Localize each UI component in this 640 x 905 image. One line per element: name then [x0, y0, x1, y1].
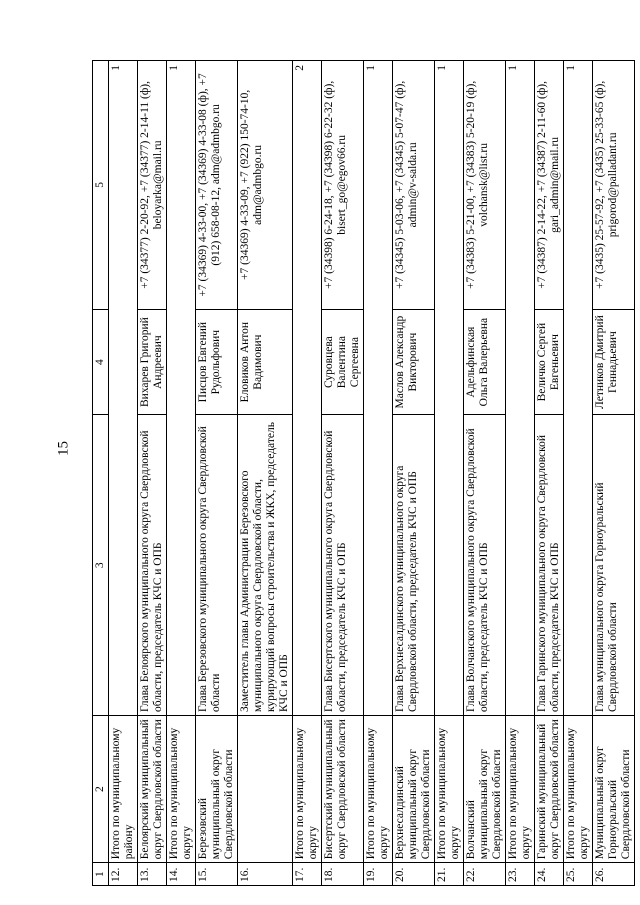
total-quantity: 2: [293, 61, 322, 716]
table-row: [393, 61, 435, 886]
position-cell: Заместитель главы Администрации Березовского муниципального округа Свердловской области, курирующий вопросы строительства и ЖКХ, председатель КЧС и ОПБ: [238, 415, 293, 716]
total-row: [435, 61, 464, 886]
official-name-cell: Вихарев Григорий Андреевич: [138, 309, 167, 415]
header-row: [93, 61, 109, 886]
official-name-cell: Адельфинская Ольга Валерьевна: [464, 309, 506, 415]
total-quantity: 1: [167, 61, 196, 716]
contacts-cell: +7 (3435) 25-57-92, +7 (3435) 25-33-65 (ф), prigorod@palladant.ru: [593, 61, 635, 310]
row-number: 22.: [464, 863, 506, 886]
page-number: 15: [55, 441, 72, 456]
total-label: Итого по муниципальному округу: [506, 716, 535, 863]
total-quantity: 1: [564, 61, 593, 716]
total-row: [109, 61, 138, 886]
column-header: 2: [93, 716, 109, 863]
municipality-cell: Волчанский муниципальный округ Свердловской области: [464, 716, 506, 863]
contacts-cell: +7 (34398) 6-24-18, +7 (34398) 6-22-32 (ф), bisert_go@egov66.ru: [322, 61, 364, 310]
municipality-cell: Муниципальный округ Горноуральский Свердловской области: [593, 716, 635, 863]
municipality-cell: Березовский муниципальный округ Свердловской области: [196, 716, 238, 863]
row-number: 24.: [535, 863, 564, 886]
contacts-cell: +7 (34369) 4-33-00, +7 (34369) 4-33-08 (ф), +7 (912) 658-08-12, adm@admbgo.ru: [196, 61, 238, 310]
column-header: 1: [93, 863, 109, 886]
total-quantity: 1: [364, 61, 393, 716]
position-cell: Глава Волчанского муниципального округа Свердловской области, председатель КЧС и ОПБ: [464, 415, 506, 716]
total-row: [293, 61, 322, 886]
total-label: Итого по муниципальному округу: [167, 716, 196, 863]
total-label: Итого по муниципальному району: [109, 716, 138, 863]
position-cell: Глава Бисертского муниципального округа Свердловской области, председатель КЧС и ОПБ: [322, 415, 364, 716]
total-row: [364, 61, 393, 886]
total-quantity: 1: [109, 61, 138, 716]
row-number: 15.: [196, 863, 238, 886]
official-name-cell: Еловиков Антон Вадимович: [238, 309, 293, 415]
total-label: Итого по муниципальному округу: [364, 716, 393, 863]
position-cell: Глава Березовского муниципального округа Свердловской области: [196, 415, 238, 716]
contacts-cell: +7 (34383) 5-21-00, +7 (34383) 5-20-19 (ф), volchansk@list.ru: [464, 61, 506, 310]
total-label: Итого по муниципальному округу: [564, 716, 593, 863]
position-cell: Глава Белоярского муниципального округа Свердловской области, председатель КЧС и ОПБ: [138, 415, 167, 716]
position-cell: Глава Гаринского муниципального округа Свердловской области, председатель КЧС и ОПБ: [535, 415, 564, 716]
position-cell: Глава Верхнесалдинского муниципального округа Свердловской области, председатель КЧС и ОПБ: [393, 415, 435, 716]
position-cell: Глава муниципального округа Горноуральский Свердловской области: [593, 415, 635, 716]
column-header: 4: [93, 309, 109, 415]
row-number: 26.: [593, 863, 635, 886]
official-name-cell: Писцов Евгений Рудольфович: [196, 309, 238, 415]
municipality-cell: Гаринский муниципальный округ Свердловской области: [535, 716, 564, 863]
table-row: [593, 61, 635, 886]
row-number: 17.: [293, 863, 322, 886]
table-row: [464, 61, 506, 886]
total-label: Итого по муниципальному округу: [435, 716, 464, 863]
row-number: 18.: [322, 863, 364, 886]
official-name-cell: Величко Сергей Евгеньевич: [535, 309, 564, 415]
total-label: Итого по муниципальному округу: [293, 716, 322, 863]
row-number: 21.: [435, 863, 464, 886]
municipality-cell: Верхнесалдинский муниципальный округ Свердловской области: [393, 716, 435, 863]
total-quantity: 1: [435, 61, 464, 716]
row-number: 20.: [393, 863, 435, 886]
row-number: 23.: [506, 863, 535, 886]
municipality-cell: [238, 716, 293, 863]
contacts-cell: +7 (34377) 2-20-92, +7 (34377) 2-14-11 (ф), beloyarka@mail.ru: [138, 61, 167, 310]
contacts-cell: +7 (34369) 4-33-09, +7 (922) 150-74-10, adm@admbgo.ru: [238, 61, 293, 310]
column-header: 3: [93, 415, 109, 716]
row-number: 12.: [109, 863, 138, 886]
total-row: [564, 61, 593, 886]
table-row: [535, 61, 564, 886]
official-name-cell: Маслов Александр Викторович: [393, 309, 435, 415]
column-header: 5: [93, 61, 109, 310]
row-number: 25.: [564, 863, 593, 886]
row-number: 19.: [364, 863, 393, 886]
municipality-cell: Белоярский муниципальный округ Свердловской области: [138, 716, 167, 863]
row-number: 16.: [238, 863, 293, 886]
table-row: [196, 61, 238, 886]
table-body: [109, 61, 635, 886]
row-number: 14.: [167, 863, 196, 886]
total-row: [167, 61, 196, 886]
official-name-cell: Летников Дмитрий Геннадьевич: [593, 309, 635, 415]
officials-table: [92, 60, 635, 886]
table-row: [322, 61, 364, 886]
total-quantity: 1: [506, 61, 535, 716]
table-row: [138, 61, 167, 886]
officials-table-rotated: [92, 60, 632, 886]
contacts-cell: +7 (34345) 5-03-06, +7 (34345) 5-07-47 (ф), admin@v-salda.ru: [393, 61, 435, 310]
total-row: [506, 61, 535, 886]
contacts-cell: +7 (34387) 2-14-22, +7 (34387) 2-11-60 (ф), gari_admin@mail.ru: [535, 61, 564, 310]
municipality-cell: Бисертский муниципальный округ Свердловской области: [322, 716, 364, 863]
table-row: [238, 61, 293, 886]
row-number: 13.: [138, 863, 167, 886]
official-name-cell: Суровцева Валентина Сергеевна: [322, 309, 364, 415]
